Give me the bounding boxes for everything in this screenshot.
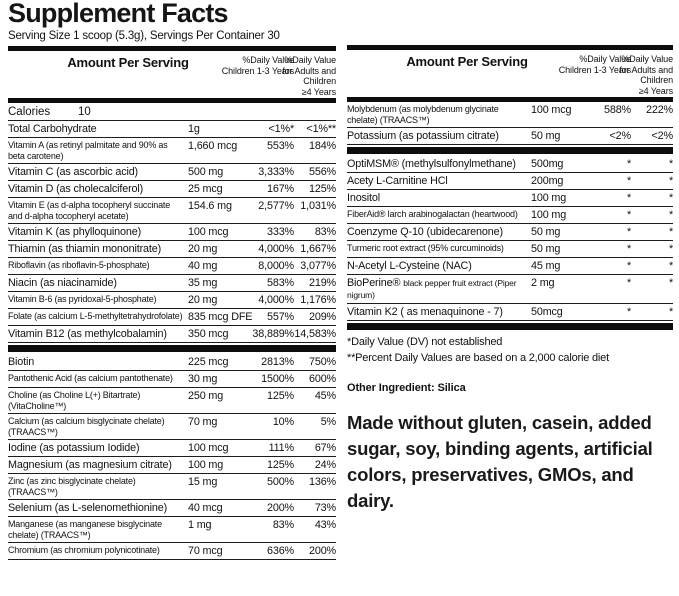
nutrient-row bbox=[8, 543, 336, 560]
nutrient-name: Riboflavin (as riboflavin-5-phosphate) bbox=[8, 259, 150, 270]
nutrient-dv-adults: 73% bbox=[314, 501, 336, 514]
nutrient-dv-adults: 556% bbox=[308, 165, 336, 178]
nutrient-dv-adults: * bbox=[668, 305, 673, 318]
nutrient-row bbox=[347, 128, 673, 145]
nutrient-dv-adults: 200% bbox=[308, 544, 336, 557]
nutrient-amount: 50mcg bbox=[531, 305, 563, 318]
dv-children-line1: %Daily Value bbox=[242, 55, 294, 65]
nutrient-row bbox=[347, 258, 673, 275]
section-divider bbox=[347, 323, 673, 330]
nutrient-dv-children: 4,000% bbox=[258, 242, 294, 255]
nutrient-name: Vitamin D (as cholecalciferol) bbox=[8, 182, 144, 195]
dv-adults-line3: Children bbox=[640, 75, 673, 86]
nutrient-amount: 30 mg bbox=[188, 372, 218, 385]
nutrient-name-sub: black pepper fruit extract (Piper nigrum) bbox=[347, 277, 517, 301]
nutrient-amount: 1,660 mcg bbox=[188, 140, 238, 152]
dv-children-line2: Children 1-3 Years bbox=[221, 65, 294, 76]
right-panel bbox=[347, 45, 673, 515]
nutrient-row bbox=[347, 275, 673, 304]
nutrient-name: Vitamin K (as phylloquinone) bbox=[8, 225, 142, 238]
nutrient-row bbox=[347, 224, 673, 241]
nutrient-name: Pantothenic Acid (as calcium pantothenate) bbox=[8, 372, 173, 383]
nutrient-section-minerals bbox=[8, 354, 336, 560]
nutrient-row bbox=[8, 121, 336, 138]
serving-info: Serving Size 1 scoop (5.3g), Servings Per Container 30 bbox=[8, 30, 280, 42]
nutrient-dv-children: 2,577% bbox=[258, 199, 294, 212]
nutrient-name: Selenium (as L-selenomethionine) bbox=[8, 501, 168, 514]
nutrient-name: Inositol bbox=[347, 191, 381, 204]
nutrient-row bbox=[8, 138, 336, 164]
nutrient-name: OptiMSM® (methylsulfonylmethane) bbox=[347, 157, 516, 170]
nutrient-amount: 100 mg bbox=[531, 208, 567, 221]
nutrient-row bbox=[347, 241, 673, 258]
nutrient-row bbox=[8, 309, 336, 326]
nutrient-dv-adults: 222% bbox=[645, 104, 673, 116]
left-panel bbox=[8, 0, 336, 560]
nutrient-amount: 45 mg bbox=[531, 259, 561, 272]
nutrient-section-trace-minerals bbox=[347, 102, 673, 145]
nutrient-dv-children: 1500% bbox=[261, 372, 294, 385]
nutrient-amount: 20 mg bbox=[188, 242, 218, 255]
nutrient-name: Vitamin A (as retinyl palmitate and 90% as beta carotene) bbox=[8, 140, 168, 161]
amount-per-serving-label: Amount Per Serving bbox=[406, 54, 528, 69]
nutrient-dv-adults: 209% bbox=[308, 310, 336, 323]
nutrient-dv-adults: <1%** bbox=[306, 123, 336, 135]
other-ingredient: Other Ingredient: Silica bbox=[347, 381, 466, 394]
nutrient-amount: 70 mg bbox=[188, 415, 218, 428]
nutrient-amount: 50 mg bbox=[531, 129, 561, 142]
nutrient-row bbox=[347, 156, 673, 173]
nutrient-dv-adults: 219% bbox=[308, 276, 336, 289]
nutrient-dv-children: 8,000% bbox=[258, 259, 294, 272]
nutrient-dv-children: 4,000% bbox=[258, 293, 294, 306]
nutrient-name: Potassium (as potassium citrate) bbox=[347, 129, 499, 142]
nutrient-name: N-Acetyl L-Cysteine (NAC) bbox=[347, 259, 472, 272]
nutrient-dv-adults: * bbox=[668, 225, 673, 238]
nutrient-dv-children: * bbox=[626, 225, 631, 238]
nutrient-dv-children: 636% bbox=[266, 544, 294, 557]
nutrient-row bbox=[8, 258, 336, 275]
nutrient-name: Coenzyme Q-10 (ubidecarenone) bbox=[347, 225, 503, 238]
nutrient-name: Iodine (as potassium Iodide) bbox=[8, 441, 140, 454]
nutrient-dv-adults: * bbox=[668, 276, 673, 289]
nutrient-dv-adults: * bbox=[668, 157, 673, 170]
nutrient-row bbox=[8, 371, 336, 388]
nutrient-row bbox=[8, 457, 336, 474]
nutrient-amount: 35 mg bbox=[188, 276, 218, 289]
nutrient-row bbox=[347, 173, 673, 190]
nutrient-name: Folate (as calcium L-5-methyltetrahydrofolate) bbox=[8, 310, 183, 321]
nutrient-dv-children: * bbox=[626, 157, 631, 170]
nutrient-row bbox=[8, 474, 336, 500]
nutrient-dv-adults: * bbox=[668, 208, 673, 221]
nutrient-amount: 500mg bbox=[531, 157, 564, 170]
table-header-right bbox=[347, 50, 673, 97]
section-divider bbox=[8, 345, 336, 352]
nutrient-amount: 100 mg bbox=[188, 458, 224, 471]
nutrient-dv-adults: 136% bbox=[308, 475, 336, 488]
nutrient-amount: 40 mcg bbox=[188, 501, 223, 514]
nutrient-dv-children: <2% bbox=[609, 129, 631, 142]
nutrient-amount: 1 mg bbox=[188, 518, 212, 531]
table-header-left bbox=[8, 51, 336, 98]
nutrient-dv-children: 557% bbox=[266, 310, 294, 323]
nutrient-row bbox=[8, 354, 336, 371]
dv-adults-line1: %Daily Value bbox=[621, 54, 673, 64]
nutrient-section-other-actives bbox=[347, 156, 673, 321]
nutrient-name: Acety L-Carnitine HCl bbox=[347, 174, 448, 187]
nutrient-amount: 25 mcg bbox=[188, 182, 223, 195]
nutrient-dv-children: 333% bbox=[266, 225, 294, 238]
nutrient-amount: 70 mcg bbox=[188, 544, 223, 557]
nutrient-row bbox=[8, 198, 336, 224]
nutrient-amount: 100 mcg bbox=[531, 104, 572, 116]
nutrient-dv-adults: 14,583% bbox=[294, 327, 336, 340]
nutrient-dv-adults: * bbox=[668, 174, 673, 187]
dv-adults-line2: for Adults and bbox=[619, 64, 673, 75]
amount-per-serving-label: Amount Per Serving bbox=[67, 55, 189, 70]
nutrient-dv-children: * bbox=[626, 276, 631, 289]
nutrient-dv-children: 588% bbox=[603, 104, 631, 116]
nutrient-row bbox=[8, 500, 336, 517]
nutrient-name: Choline (as Choline L(+) Bitartrate) (VitaCholine™) bbox=[8, 389, 141, 411]
nutrient-row bbox=[347, 190, 673, 207]
nutrient-amount: 15 mg bbox=[188, 475, 218, 488]
nutrient-name: Molybdenum (as molybdenum glycinate chelate) (TRAACS™) bbox=[347, 104, 499, 125]
nutrient-name: Magnesium (as magnesium citrate) bbox=[8, 458, 172, 471]
nutrient-row bbox=[8, 241, 336, 258]
section-divider bbox=[347, 147, 673, 154]
nutrient-amount: 225 mcg bbox=[188, 355, 229, 368]
nutrient-name: Vitamin E (as d-alpha tocopheryl succinate and d-alpha tocopheryl acetate) bbox=[8, 199, 171, 221]
dv-adults-line4: ≥4 Years bbox=[301, 86, 336, 97]
nutrient-row bbox=[8, 517, 336, 543]
nutrient-name: Turmeric root extract (95% curcuminoids) bbox=[347, 242, 504, 253]
calories-label: Calories bbox=[8, 106, 51, 118]
nutrient-dv-children: * bbox=[626, 174, 631, 187]
nutrient-amount: 100 mcg bbox=[188, 225, 229, 238]
dv-adults-line2: for Adults and bbox=[282, 65, 336, 76]
nutrient-amount: 154.6 mg bbox=[188, 199, 232, 212]
nutrient-row bbox=[8, 414, 336, 440]
nutrient-dv-adults: 3,077% bbox=[300, 259, 336, 272]
nutrient-dv-children: 3,333% bbox=[258, 165, 294, 178]
nutrient-amount: 500 mg bbox=[188, 165, 224, 178]
nutrient-name: BioPerine® black pepper fruit extract (Piper nigrum) bbox=[347, 276, 517, 301]
nutrient-row bbox=[8, 292, 336, 309]
nutrient-dv-adults: 750% bbox=[308, 355, 336, 368]
nutrient-dv-adults: 600% bbox=[308, 372, 336, 385]
nutrient-section-vitamins bbox=[8, 121, 336, 343]
dv-adults-header bbox=[601, 54, 673, 96]
nutrient-row bbox=[347, 102, 673, 128]
nutrient-dv-children: 10% bbox=[272, 415, 294, 428]
page-title: Supplement Facts bbox=[8, 0, 228, 28]
nutrient-name: Total Carbohydrate bbox=[8, 123, 97, 135]
nutrient-dv-children: 500% bbox=[266, 475, 294, 488]
nutrient-dv-adults: 1,176% bbox=[300, 293, 336, 306]
nutrient-dv-children: 200% bbox=[266, 501, 294, 514]
nutrient-amount: 100 mcg bbox=[188, 441, 229, 454]
nutrient-dv-adults: 45% bbox=[314, 389, 336, 402]
nutrient-row bbox=[8, 440, 336, 457]
nutrient-dv-adults: 67% bbox=[314, 441, 336, 454]
dv-adults-header bbox=[264, 55, 336, 97]
nutrient-row bbox=[347, 304, 673, 321]
dv-children-line1: %Daily Value bbox=[579, 54, 631, 64]
nutrient-dv-adults: 24% bbox=[314, 458, 336, 471]
calories-value: 10 bbox=[78, 106, 91, 118]
nutrient-amount: 50 mg bbox=[531, 225, 561, 238]
nutrient-amount: 835 mcg DFE bbox=[188, 310, 253, 323]
nutrient-dv-adults: 5% bbox=[320, 415, 336, 428]
nutrient-dv-adults: 83% bbox=[314, 225, 336, 238]
nutrient-dv-adults: 125% bbox=[308, 182, 336, 195]
nutrient-dv-children: * bbox=[626, 208, 631, 221]
nutrient-dv-adults: 1,667% bbox=[300, 242, 336, 255]
nutrient-amount: 50 mg bbox=[531, 242, 561, 255]
nutrient-name: FiberAid® larch arabinogalactan (heartwood) bbox=[347, 208, 518, 219]
nutrient-name: Chromium (as chromium polynicotinate) bbox=[8, 544, 160, 555]
nutrient-dv-children: * bbox=[626, 305, 631, 318]
calories-row bbox=[8, 103, 336, 121]
nutrient-amount: 350 mcg bbox=[188, 327, 229, 340]
nutrient-name: Vitamin B12 (as methylcobalamin) bbox=[8, 327, 167, 340]
nutrient-dv-children: 2813% bbox=[261, 355, 294, 368]
nutrient-dv-adults: <2% bbox=[651, 129, 673, 142]
nutrient-row bbox=[8, 224, 336, 241]
nutrient-dv-children: 583% bbox=[266, 276, 294, 289]
nutrient-name: Biotin bbox=[8, 355, 35, 368]
nutrient-dv-children: 83% bbox=[272, 518, 294, 531]
nutrient-dv-children: 38,889% bbox=[252, 327, 294, 340]
nutrient-name: Vitamin K2 ( as menaquinone - 7) bbox=[347, 305, 503, 318]
nutrient-dv-children: <1%* bbox=[268, 123, 294, 135]
nutrient-row bbox=[8, 326, 336, 343]
nutrient-dv-adults: * bbox=[668, 259, 673, 272]
nutrient-dv-adults: * bbox=[668, 242, 673, 255]
dv-adults-line1: %Daily Value bbox=[284, 55, 336, 65]
nutrient-name: Calcium (as calcium bisglycinate chelate) (TRAACS™) bbox=[8, 415, 165, 437]
nutrient-name: Zinc (as zinc bisglycinate chelate) (TRAACS™) bbox=[8, 475, 136, 497]
nutrient-dv-children: * bbox=[626, 242, 631, 255]
nutrient-amount: 40 mg bbox=[188, 259, 218, 272]
nutrient-amount: 250 mg bbox=[188, 389, 224, 402]
dv-adults-line3: Children bbox=[303, 76, 336, 87]
nutrient-name: Vitamin B-6 (as pyridoxal-5-phosphate) bbox=[8, 293, 157, 304]
made-without-statement: Made without gluten, casein, added sugar, soy, binding agents, artificial colors, preservatives, GMOs, and dairy. bbox=[347, 411, 653, 512]
nutrient-name: Vitamin C (as ascorbic acid) bbox=[8, 165, 139, 178]
nutrient-amount: 20 mg bbox=[188, 293, 218, 306]
nutrient-dv-adults: 1,031% bbox=[300, 199, 336, 212]
nutrient-amount: 100 mg bbox=[531, 191, 567, 204]
nutrient-dv-adults: 43% bbox=[314, 518, 336, 531]
nutrient-amount: 2 mg bbox=[531, 276, 555, 289]
nutrient-name: Niacin (as niacinamide) bbox=[8, 276, 117, 289]
nutrient-row bbox=[8, 275, 336, 292]
footnote-percent-daily-values: **Percent Daily Values are based on a 2,000 calorie diet bbox=[347, 351, 609, 364]
nutrient-amount: 1g bbox=[188, 123, 200, 135]
nutrient-row bbox=[8, 164, 336, 181]
nutrient-row bbox=[8, 388, 336, 414]
nutrient-row bbox=[8, 181, 336, 198]
nutrient-dv-children: 125% bbox=[266, 389, 294, 402]
nutrient-dv-adults: 184% bbox=[308, 140, 336, 152]
nutrient-row bbox=[347, 207, 673, 224]
nutrient-dv-adults: * bbox=[668, 191, 673, 204]
nutrient-dv-children: * bbox=[626, 191, 631, 204]
dv-children-line2: Children 1-3 Years bbox=[558, 64, 631, 75]
nutrient-dv-children: 125% bbox=[266, 458, 294, 471]
nutrient-dv-children: * bbox=[626, 259, 631, 272]
nutrient-name: Manganese (as manganese bisglycinate chelate) (TRAACS™) bbox=[8, 518, 162, 540]
nutrient-amount: 200mg bbox=[531, 174, 564, 187]
nutrient-dv-children: 111% bbox=[268, 441, 294, 454]
footnotes bbox=[347, 335, 673, 367]
nutrient-dv-children: 167% bbox=[266, 182, 294, 195]
dv-adults-line4: ≥4 Years bbox=[638, 85, 673, 96]
nutrient-dv-children: 553% bbox=[266, 140, 294, 152]
nutrient-name: Thiamin (as thiamin mononitrate) bbox=[8, 242, 162, 255]
footnote-dv-not-established: *Daily Value (DV) not established bbox=[347, 335, 503, 348]
